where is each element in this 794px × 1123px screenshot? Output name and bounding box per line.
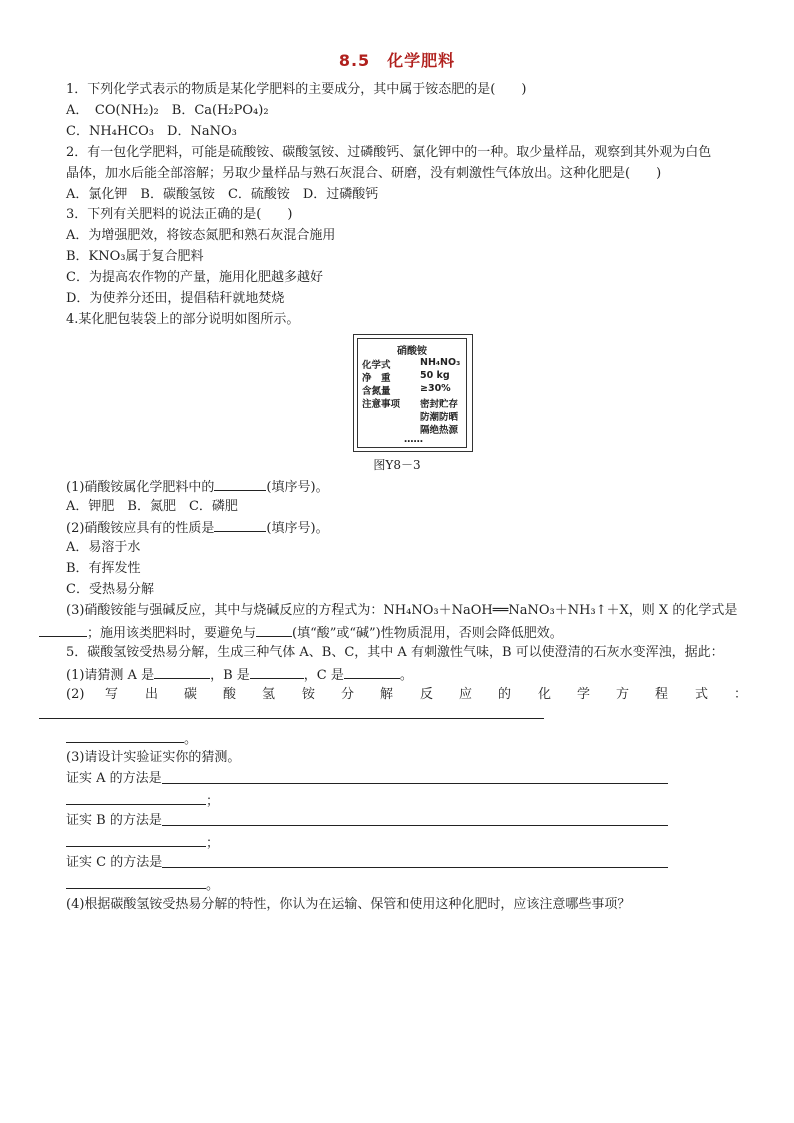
q5-verify-b-line1[interactable]	[162, 825, 668, 826]
q4-part1-text: (1)硝酸铵属化学肥料中的	[66, 480, 215, 495]
q5-verify-c-period: 。	[206, 878, 220, 893]
fertilizer-label-figure	[353, 334, 473, 452]
q5-part2-char: 酸	[223, 687, 237, 702]
fertilizer-label-title: 硝酸铵	[397, 346, 427, 357]
q4-part3-line2	[39, 622, 563, 644]
q5-part2-stem	[66, 685, 750, 705]
q3-option-b: B．KNO₃属于复合肥料	[66, 249, 204, 264]
q5-part1-a-label: (1)请猜测 A 是	[66, 668, 155, 683]
q4-part3-acid-base-blank[interactable]	[256, 622, 292, 637]
q4-part3-tail: (填“酸”或“碱”)性物质混用，否则会降低肥效。	[292, 626, 563, 641]
q2-stem-line1: 2．有一包化学肥料，可能是硫酸铵、碳酸氢铵、过磷酸钙、氯化钾中的一种。取少量样品，观察到其外观为白色	[66, 145, 712, 160]
label-row-formula-key: 化学式	[362, 360, 391, 371]
q1-options-cd: C．NH₄HCO₃ D．NaNO₃	[66, 124, 237, 139]
q5-verify-a-label: 证实 A 的方法是	[66, 771, 162, 786]
label-row-weight-key: 净 重	[362, 373, 391, 384]
figure-caption: 图Y8－3	[373, 458, 421, 472]
q5-part2-char: (2)	[66, 687, 85, 702]
q4-part1-line	[66, 476, 329, 498]
q4-part2-option-c: C．受热易分解	[66, 582, 154, 597]
q5-part2-char: 的	[498, 687, 512, 702]
q4-part2-option-b: B．有挥发性	[66, 561, 141, 576]
q5-part2-char: 解	[380, 687, 394, 702]
q5-part2-char: 反	[420, 687, 434, 702]
q4-stem: 4.某化肥包装袋上的部分说明如图所示。	[66, 312, 300, 327]
q3-option-a: A．为增强肥效，将铵态氮肥和熟石灰混合施用	[66, 228, 336, 243]
q4-part2-blank[interactable]	[214, 517, 266, 532]
q4-part1-blank[interactable]	[214, 476, 266, 491]
q4-part2-tail: (填序号)。	[266, 521, 329, 536]
q5-verify-b-label: 证实 B 的方法是	[66, 813, 162, 828]
q3-option-d: D．为使养分还田，提倡秸秆就地焚烧	[66, 291, 285, 306]
q5-part2-char: 程	[655, 687, 669, 702]
q5-verify-a-line2	[66, 790, 219, 812]
label-row-nitrogen-value: ≥30%	[420, 383, 451, 394]
q5-part2-char: 分	[341, 687, 355, 702]
q4-part3-mid: ；施用该类肥料时，要避免与	[87, 626, 257, 641]
label-row-notes-value2: 防潮防晒	[420, 412, 459, 423]
q1-stem: 1．下列化学式表示的物质是某化学肥料的主要成分，其中属于铵态肥的是( )	[66, 82, 527, 97]
label-ellipsis: ……	[404, 434, 423, 445]
q5-verify-b-line2	[66, 832, 219, 854]
q5-verify-c-line2	[66, 874, 219, 896]
q5-part2-char: 方	[616, 687, 630, 702]
q4-part3-formula-blank[interactable]	[39, 622, 87, 637]
q5-part1-c-label: ，C 是	[303, 668, 344, 683]
q4-part3-text: (3)硝酸铵能与强碱反应，其中与烧碱反应的方程式为：NH₄NO₃＋NaOH══NaNO₃＋NH₃↑＋X，则 X 的化学式是	[66, 603, 738, 618]
q5-equation-period: 。	[184, 732, 198, 747]
label-row-notes-key: 注意事项	[362, 399, 401, 410]
q5-part1-b-label: ，B 是	[210, 668, 250, 683]
q5-verify-c-line1[interactable]	[162, 867, 668, 868]
q5-guess-b-blank[interactable]	[250, 664, 304, 679]
q5-verify-b-semicolon: ；	[206, 836, 220, 851]
q5-part2-char: 铵	[302, 687, 316, 702]
q4-part2-text: (2)硝酸铵应具有的性质是	[66, 521, 215, 536]
q5-equation-answer-blank[interactable]	[66, 728, 184, 743]
q3-option-c: C．为提高农作物的产量，施用化肥越多越好	[66, 270, 323, 285]
q5-part2-char: 式	[695, 687, 709, 702]
q4-part1-options: A．钾肥 B．氮肥 C．磷肥	[66, 499, 238, 514]
label-row-notes-value1: 密封贮存	[420, 399, 459, 410]
q5-verify-a-line1[interactable]	[162, 783, 668, 784]
fertilizer-label-frame	[357, 338, 467, 448]
q5-part2-char: 学	[577, 687, 591, 702]
q5-guess-a-blank[interactable]	[154, 664, 210, 679]
q4-part1-tail: (填序号)。	[266, 480, 329, 495]
q5-equation-answer-line[interactable]	[39, 718, 544, 719]
q5-part2-char: 化	[538, 687, 552, 702]
q1-options-ab: A． CO(NH₂)₂ B．Ca(H₂PO₄)₂	[66, 103, 269, 118]
q5-part2-char: 写	[105, 687, 119, 702]
q5-part2-char: 出	[145, 687, 159, 702]
q2-options: A．氯化钾 B．碳酸氢铵 C．硫酸铵 D．过磷酸钙	[66, 187, 379, 202]
q5-part2-char: ：	[734, 687, 748, 702]
q5-part1-line	[66, 664, 413, 686]
label-row-formula-value: NH₄NO₃	[420, 357, 461, 368]
q5-part1-end: 。	[399, 668, 413, 683]
q3-stem: 3．下列有关肥料的说法正确的是( )	[66, 207, 293, 222]
label-row-weight-value: 50 kg	[420, 370, 450, 381]
q5-verify-c-blank[interactable]	[66, 874, 206, 889]
q5-verify-a-blank[interactable]	[66, 790, 206, 805]
page-title: 8.5 化学肥料	[338, 51, 456, 70]
q5-verify-c-label: 证实 C 的方法是	[66, 855, 163, 870]
q5-guess-c-blank[interactable]	[344, 664, 400, 679]
q5-part3-text: (3)请设计实验证实你的猜测。	[66, 750, 241, 765]
q5-verify-b-blank[interactable]	[66, 832, 206, 847]
q2-stem-line2: 晶体，加水后能全部溶解；另取少量样品与熟石灰混合、研磨，没有刺激性气体放出。这种化肥是( )	[66, 166, 662, 181]
q4-part2-option-a: A．易溶于水	[66, 540, 141, 555]
q5-part2-char: 碳	[184, 687, 198, 702]
label-row-notes-value3: 隔绝热源	[420, 425, 459, 436]
q5-part4-text: (4)根据碳酸氢铵受热易分解的特性，你认为在运输、保管和使用这种化肥时，应该注意哪些事项？	[66, 897, 631, 912]
q5-equation-answer-line2	[66, 728, 197, 750]
label-row-nitrogen-key: 含氮量	[362, 386, 391, 397]
q5-part2-char: 氢	[262, 687, 276, 702]
q4-part2-line	[66, 517, 329, 539]
q5-verify-a-semicolon: ；	[206, 794, 220, 809]
q5-part2-char: 应	[459, 687, 473, 702]
q5-stem: 5．碳酸氢铵受热易分解，生成三种气体 A、B、C，其中 A 有刺激性气味，B 可以使澄清的石灰水变浑浊，据此：	[66, 645, 724, 660]
